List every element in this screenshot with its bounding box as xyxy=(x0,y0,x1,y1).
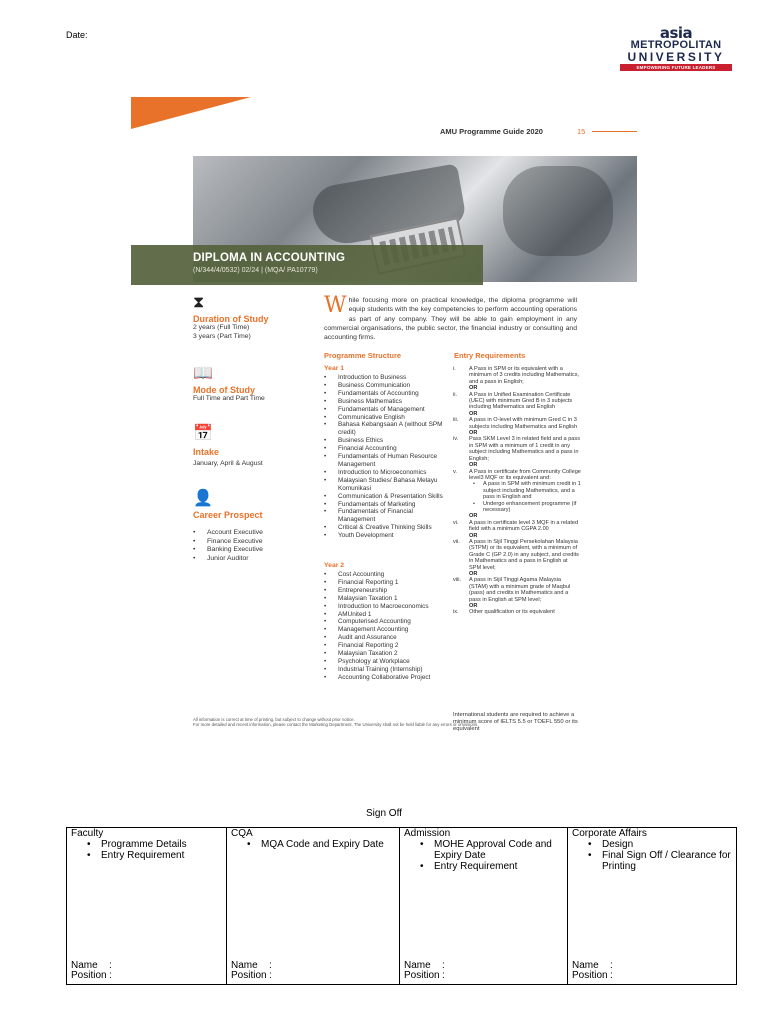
course-item: • Youth Development xyxy=(324,532,449,540)
position-label: Position xyxy=(572,970,608,981)
course-item: • Psychology at Workplace xyxy=(324,658,449,666)
position-label: Position xyxy=(71,970,107,981)
page-number-rule xyxy=(592,131,637,132)
course-item: • Introduction to Macroeconomics xyxy=(324,603,449,611)
signoff-checklist xyxy=(418,839,563,872)
course-item: • Computerised Accounting xyxy=(324,618,449,626)
name-label: Name xyxy=(404,960,431,971)
mode-text: Full Time and Part Time xyxy=(193,395,265,402)
career-item: • Junior Auditor xyxy=(193,555,263,564)
signature-fields: Name : Position : xyxy=(404,960,445,981)
course-item: • Malaysian Taxation 1 xyxy=(324,595,449,603)
signature-fields: Name : Position : xyxy=(572,960,613,981)
signature-fields: Name : Position : xyxy=(71,960,112,981)
brochure-page xyxy=(131,97,637,777)
position-label: Position xyxy=(404,970,440,981)
disclaimer-line-2: For more detailed and recent information, please contact the Marketing Department. The University shall not be held liable for any errors or omissions. xyxy=(193,722,479,727)
intake-text: January, April & August xyxy=(193,460,263,467)
course-item: • Fundamentals of Management xyxy=(324,406,449,414)
entry-requirements-list xyxy=(453,366,581,616)
signature-fields: Name : Position : xyxy=(231,960,272,981)
entry-subitem: • Undergo enhancement programme (if necessary) xyxy=(453,501,581,514)
calendar-icon: 📅 xyxy=(193,425,213,442)
entry-item: vi. A pass in certificate level 3 MQF in a related field with a minimum CGPA 2.00 xyxy=(453,519,579,533)
duration-section xyxy=(193,295,269,341)
duration-line-2: 3 years (Part Time) xyxy=(193,332,251,340)
or-separator: OR xyxy=(469,532,478,539)
signoff-heading: CQA xyxy=(231,828,253,839)
signoff-cell-admission xyxy=(400,828,568,985)
course-item: • Malaysian Studies/ Bahasa Melayu Komunikasi xyxy=(324,477,449,493)
career-heading: Career Prospect xyxy=(193,510,263,520)
international-note: International students are required to achieve a minimum score of IELTS 5.5 or TOEFL 550 or its equivalent xyxy=(453,712,578,732)
course-item: • Fundamentals of Accounting xyxy=(324,390,449,398)
course-item: • Communicative English xyxy=(324,414,449,422)
course-title: DIPLOMA IN ACCOUNTING xyxy=(193,252,346,264)
year2-course-list xyxy=(324,571,449,682)
intake-heading: Intake xyxy=(193,447,220,457)
signoff-item: • Entry Requirement xyxy=(418,861,563,872)
entry-item: iv. Pass SKM Level 3 in related field and a pass in SPM with a minimum of 1 credit in any subject including Mathematics and a pass in English; xyxy=(453,436,581,462)
signoff-cell-cqa xyxy=(227,828,400,985)
mode-section xyxy=(193,366,265,404)
logo-university-text: UNIVERSITY xyxy=(627,50,725,64)
intro-text: hile focusing more on practical knowledge, the diploma programme will equip students with the key competencies to perform accounting operations as part of any company. They will be able to gain employment in any commercial organisations, the public sector, the financial industry or consulting and accounting firms. xyxy=(324,297,577,342)
entry-item: ii. A Pass in Unified Examination Certificate (UEC) with minimum Gred B in 3 subjects including Mathematics and English xyxy=(453,391,573,411)
structure-heading: Programme Structure xyxy=(324,351,402,360)
course-item: • Fundamentals of Human Resource Management xyxy=(324,453,449,469)
university-logo xyxy=(620,26,732,71)
or-separator: OR xyxy=(469,462,478,469)
guide-title: AMU Programme Guide 2020 xyxy=(440,127,543,136)
intake-section xyxy=(193,426,263,469)
logo-tagline: EMPOWERING FUTURE LEADERS xyxy=(620,64,732,71)
mode-heading: Mode of Study xyxy=(193,385,255,395)
signoff-item: • Final Sign Off / Clearance for Printing xyxy=(586,850,732,872)
course-item: • Communication & Presentation Skills xyxy=(324,493,449,501)
entry-item: viii. A pass in Sijil Tinggi Agama Malaysia (STAM) with a minimum grade of Maqbul (pass) and credits in Mathematics and a pass in English at SPM level; xyxy=(453,577,571,603)
course-item: • Management Accounting xyxy=(324,626,449,634)
position-label: Position xyxy=(231,970,267,981)
course-item: • Critical & Creative Thinking Skills xyxy=(324,524,449,532)
signoff-cell-faculty xyxy=(67,828,227,985)
course-item: • Business Mathematics xyxy=(324,398,449,406)
intro-paragraph xyxy=(324,293,577,342)
course-item: • AMUnited 1 xyxy=(324,611,449,619)
or-separator: OR xyxy=(469,603,478,610)
logo-metropolitan-text: METROPOLITAN xyxy=(630,39,722,51)
orange-corner-accent xyxy=(131,97,251,129)
hourglass-icon: ⧗ xyxy=(193,294,205,311)
signoff-heading: Corporate Affairs xyxy=(572,828,647,839)
date-label: Date: xyxy=(66,30,88,40)
year1-course-list xyxy=(324,374,449,540)
signoff-checklist xyxy=(85,839,222,861)
course-item: • Financial Accounting xyxy=(324,445,449,453)
course-item: • Introduction to Microeconomics xyxy=(324,469,449,477)
course-item: • Audit and Assurance xyxy=(324,634,449,642)
duration-line-1: 2 years (Full Time) xyxy=(193,324,250,331)
course-item: • Fundamentals of Marketing xyxy=(324,501,449,509)
course-item: • Cost Accounting xyxy=(324,571,449,579)
course-item: • Business Ethics xyxy=(324,437,449,445)
career-section xyxy=(193,491,263,563)
signoff-item: • MOHE Approval Code and Expiry Date xyxy=(418,839,563,861)
name-label: Name xyxy=(71,960,98,971)
signoff-checklist xyxy=(245,839,395,850)
signoff-title: Sign Off xyxy=(366,808,402,819)
book-icon: 📖 xyxy=(193,365,213,382)
entry-item: i. A Pass in SPM or its equivalent with a minimum of 3 credits including Mathematics, and a pass in English; xyxy=(453,366,580,385)
title-band xyxy=(131,245,483,285)
signoff-heading: Faculty xyxy=(71,828,104,839)
disclaimer xyxy=(193,717,633,727)
course-item: • Bahasa Kebangsaan A (without SPM credit) xyxy=(324,421,449,437)
entry-item: vii. A pass in Sijil Tinggi Persekolahan Malaysia (STPM) or its equivalent, with a minimum of Grade C (GP 2.0) in any subject, and credits in Mathematics and a pass in English at SPM level; xyxy=(453,538,579,571)
duration-heading: Duration of Study xyxy=(193,314,269,324)
career-item: • Banking Executive xyxy=(193,546,263,555)
course-item: • Accounting Collaborative Project xyxy=(324,674,449,682)
career-item: • Account Executive xyxy=(193,529,263,538)
logo-asia-text: asia xyxy=(659,24,693,42)
or-separator: OR xyxy=(469,410,478,417)
course-item: • Entrepreneurship xyxy=(324,587,449,595)
disclaimer-line-1: All information is correct at time of printing, but subject to change without prior notice. xyxy=(193,717,355,722)
signoff-item: • Design xyxy=(586,839,732,850)
course-item: • Industrial Training (Internship) xyxy=(324,666,449,674)
entry-item: iii. A pass in O-level with minimum Gred C in 3 subjects including Mathematics and English xyxy=(453,417,578,430)
course-item: • Financial Reporting 1 xyxy=(324,579,449,587)
course-item: • Business Communication xyxy=(324,382,449,390)
course-code: (N/344/4/0532) 02/24 | (MQA/ PA10779) xyxy=(193,267,318,274)
signoff-item: • Programme Details xyxy=(85,839,222,850)
signoff-cell-corporate-affairs xyxy=(568,828,737,985)
person-icon: 👤 xyxy=(193,490,213,507)
intro-dropcap: W xyxy=(324,293,347,318)
entry-subitem: • A pass in SPM with minimum credit in 1 subject including Mathematics, and a pass in English and xyxy=(453,481,581,500)
entry-item: v. A Pass in certificate from Community College level3 MQF or its equivalent and: xyxy=(453,468,581,481)
page-number: 15 xyxy=(577,127,586,136)
course-item: • Introduction to Business xyxy=(324,374,449,382)
entry-item: ix. Other qualification or its equivalent xyxy=(453,609,555,616)
career-list xyxy=(193,529,263,563)
signoff-item: • MQA Code and Expiry Date xyxy=(245,839,395,850)
name-label: Name xyxy=(231,960,258,971)
hero-photo-hand-right xyxy=(503,166,613,256)
signoff-item: • Entry Requirement xyxy=(85,850,222,861)
or-separator: OR xyxy=(469,385,478,392)
year1-heading: Year 1 xyxy=(324,365,345,372)
or-separator: OR xyxy=(469,430,478,437)
career-item: • Finance Executive xyxy=(193,538,263,547)
course-item: • Malaysian Taxation 2 xyxy=(324,650,449,658)
or-separator: OR xyxy=(469,571,478,577)
course-item: • Financial Reporting 2 xyxy=(324,642,449,650)
or-separator: OR xyxy=(469,513,478,520)
signoff-heading: Admission xyxy=(404,828,451,839)
signoff-table xyxy=(66,827,737,985)
signoff-checklist xyxy=(586,839,732,872)
name-label: Name xyxy=(572,960,599,971)
course-item: • Fundamentals of Financial Management xyxy=(324,508,449,524)
year2-heading: Year 2 xyxy=(324,562,345,569)
entry-heading: Entry Requirements xyxy=(454,351,526,360)
